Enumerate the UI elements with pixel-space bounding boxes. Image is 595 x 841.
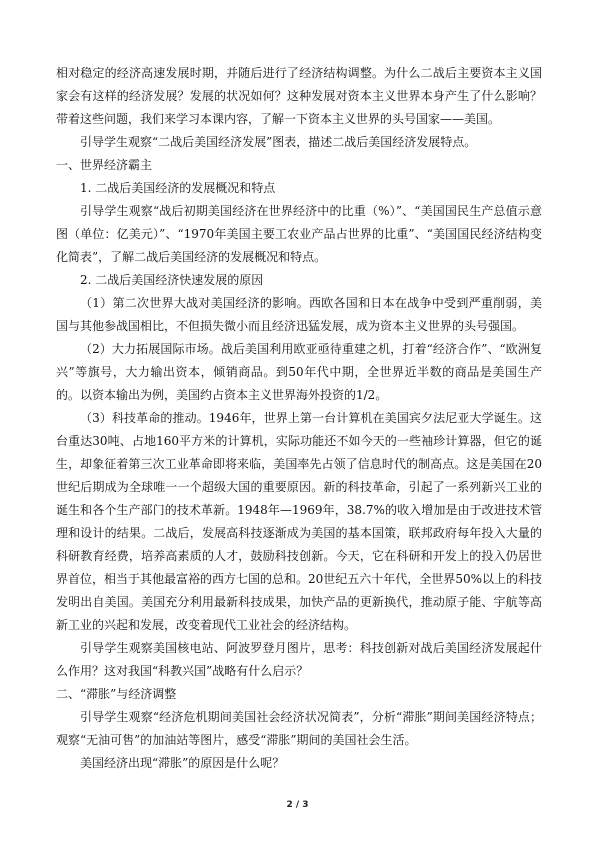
question-paragraph: 美国经济出现“滞胀”的原因是什么呢？ <box>80 756 285 770</box>
reason-paragraph-1: （1）第二次世界大战对美国经济的影响。西欧各国和日本在战争中受到严重削弱，美国与其他参战国相比，不但损失微小而且经济迅猛发展，成为资本主义世界的头号强国。 <box>56 296 542 333</box>
guide-paragraph-think: 引导学生观察美国核电站、阿波罗登月图片，思考：科技创新对战后美国经济发展起什么作用？这对我国“科教兴国”战略有什么启示？ <box>56 641 542 678</box>
guide-paragraph-stagflation: 引导学生观察“经济危机期间美国社会经济状况简表”，分析“滞胀”期间美国经济特点；观察“无油可售”的加油站等图片，感受“滞胀”期间的美国社会生活。 <box>56 710 542 747</box>
guide-paragraph-chart: 引导学生观察“二战后美国经济发展”图表，描述二战后美国经济发展特点。 <box>80 135 477 149</box>
section-heading-2: 二、“滞胀”与经济调整 <box>56 687 177 701</box>
section-heading-1: 一、世界经济霸主 <box>56 158 153 172</box>
reason-paragraph-2: （2）大力拓展国际市场。战后美国利用欧亚亟待重建之机，打着“经济合作”、“欧洲复兴”等旗号，大力输出资本，倾销商品。到50年代中期，全世界近半数的商品是美国生产的。以资本输出为例，美国约占资本主义世界海外投资的1/2。 <box>56 342 542 402</box>
document-body <box>56 62 542 775</box>
intro-paragraph: 相对稳定的经济高速发展时期，并随后进行了经济结构调整。为什么二战后主要资本主义国家会有这样的经济发展？发展的状况如何？这种发展对资本主义世界本身产生了什么影响？带着这些问题，我们来学习本课内容，了解一下资本主义世界的头号国家——美国。 <box>56 66 542 126</box>
subheading-1: 1. 二战后美国经济的发展概况和特点 <box>80 181 276 195</box>
subheading-2: 2. 二战后美国经济快速发展的原因 <box>80 273 264 287</box>
guide-paragraph-observe: 引导学生观察“战后初期美国经济在世界经济中的比重（%）”、“美国国民生产总值示意图（单位：亿美元）”、“1970年美国主要工农业产品占世界的比重”、“美国国民经济结构变化简表”，了解二战后美国经济的发展概况和特点。 <box>56 204 542 264</box>
page-number: 2 / 3 <box>286 800 309 810</box>
reason-paragraph-3: （3）科技革命的推动。1946年，世界上第一台计算机在美国宾夕法尼亚大学诞生。这台重达30吨、占地160平方米的计算机，实际功能还不如今天的一些袖珍计算器，但它的诞生，却象征着第三次工业革命即将来临，美国率先占领了信息时代的制高点。这是美国在20世纪后期成为全球唯一一个超级大国的重要原因。新的科技革命，引起了一系列新兴工业的诞生和各个生产部门的技术革新。1948年—1969年，38.7%的收入增加是由于改进技术管理和设计的结果。二战后，发展高科技逐渐成为美国的基本国策，联邦政府每年投入大量的科研教育经费，培养高素质的人才，鼓励科技创新。今天，它在科研和开发上的投入仍居世界首位，相当于其他最富裕的西方七国的总和。20世纪五六十年代，全世界50%以上的科技发明出自美国。美国充分利用最新科技成果，加快产品的更新换代，推动原子能、宇航等高新工业的兴起和发展，改变着现代工业社会的经济结构。 <box>56 411 542 632</box>
